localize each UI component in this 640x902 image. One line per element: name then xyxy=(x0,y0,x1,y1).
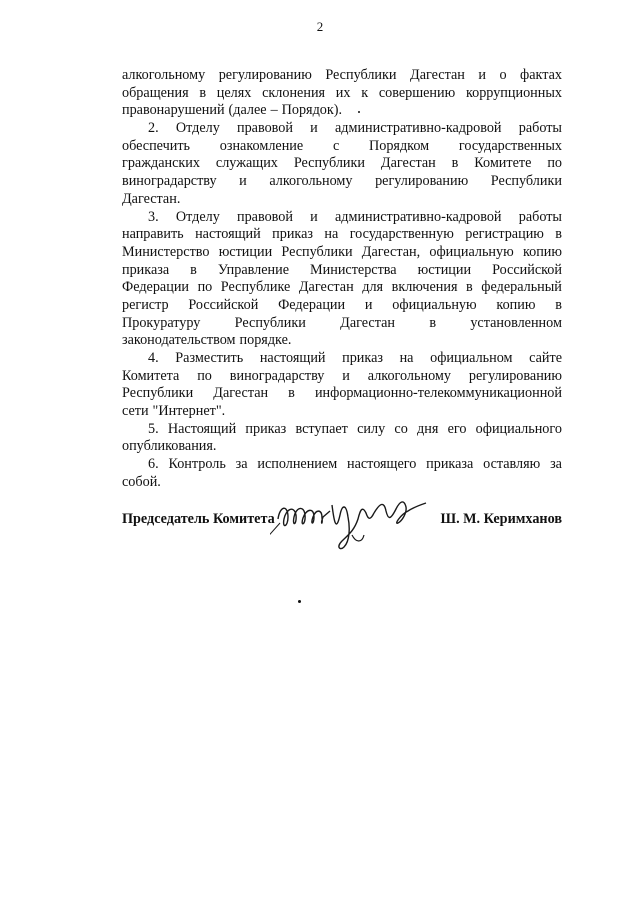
text-word: Дагестан xyxy=(410,67,465,83)
text-word: о xyxy=(499,67,507,83)
text-line xyxy=(122,262,562,280)
text-line xyxy=(122,67,562,85)
text-word: "Интернет". xyxy=(152,403,226,420)
text-word: – xyxy=(270,102,278,119)
text-word: Комитете xyxy=(474,155,532,172)
text-word: и xyxy=(239,173,247,190)
text-word: включения xyxy=(391,279,458,296)
text-word: 3. xyxy=(148,208,159,225)
text-word: Республики xyxy=(122,385,194,402)
text-word: 5. xyxy=(148,420,159,437)
text-word: собой. xyxy=(122,473,161,490)
text-word: государственных xyxy=(458,137,562,154)
text-line xyxy=(122,474,562,492)
text-word: и xyxy=(342,367,350,384)
text-word: сети xyxy=(122,403,149,420)
text-word: совершению xyxy=(378,84,456,101)
text-line xyxy=(122,368,562,386)
text-word: работы xyxy=(518,208,562,225)
text-word: Республики xyxy=(325,67,397,83)
signatory-title: Председатель Комитета xyxy=(122,511,275,527)
text-word: Дагестан xyxy=(298,279,354,296)
text-word: Федерации xyxy=(122,279,190,296)
text-word: регулированию xyxy=(375,173,469,190)
text-word: приказ xyxy=(272,226,313,243)
text-line xyxy=(122,155,562,173)
text-word: Министерства xyxy=(310,261,397,278)
text-word: юстиции xyxy=(218,243,273,260)
text-word: виноградарству xyxy=(122,173,217,190)
scan-speck xyxy=(298,600,301,603)
text-line xyxy=(122,138,562,156)
text-word: административно-кадровой xyxy=(334,208,502,225)
text-word: Дагестан xyxy=(213,385,269,402)
text-word: по xyxy=(197,279,213,296)
text-word: в xyxy=(199,84,207,101)
text-word: Министерство xyxy=(122,243,210,260)
text-word: официальном xyxy=(430,350,513,366)
text-line xyxy=(122,85,562,103)
text-word: копию xyxy=(496,296,536,313)
text-word: Республики xyxy=(234,314,306,331)
text-word: для xyxy=(362,279,384,296)
text-word: в xyxy=(190,261,197,278)
text-word: приказ xyxy=(342,350,383,366)
text-line xyxy=(122,350,562,368)
text-word: виноградарству xyxy=(229,367,325,384)
text-word: приказа xyxy=(426,456,474,473)
text-word: алкогольному xyxy=(269,173,353,190)
text-word: гражданских xyxy=(122,155,200,172)
text-word: за xyxy=(235,456,248,473)
text-word: Российской xyxy=(188,296,259,313)
text-word: дня xyxy=(417,420,439,437)
text-word: по xyxy=(197,367,212,384)
text-word: настоящий xyxy=(259,350,326,366)
text-word: их xyxy=(335,84,351,101)
text-word: Прокуратуру xyxy=(122,314,201,331)
text-word: направить xyxy=(122,226,184,243)
document-body xyxy=(122,67,562,492)
text-word: алкогольному xyxy=(122,67,206,83)
text-word: его xyxy=(447,420,467,437)
text-word: сайте xyxy=(529,350,562,366)
text-word: административно-кадровой xyxy=(334,120,502,137)
text-word: порядке. xyxy=(239,332,292,349)
text-line xyxy=(122,421,562,439)
text-word: федеральный xyxy=(481,279,562,296)
text-word: регулированию xyxy=(218,67,312,83)
text-word: 4. xyxy=(148,350,159,366)
text-word: Республике xyxy=(220,279,291,296)
text-word: приказ xyxy=(245,420,287,437)
text-word: и xyxy=(478,67,486,83)
text-word: регулированию xyxy=(468,367,562,384)
text-word: и xyxy=(310,208,318,225)
text-word: со xyxy=(394,420,408,437)
text-word: служащих xyxy=(215,155,278,172)
text-word: Отделу xyxy=(175,208,220,225)
text-word: официального xyxy=(475,420,562,437)
text-word: Дагестан xyxy=(380,155,436,172)
text-word: в xyxy=(429,314,437,331)
text-word: информационно-телекоммуникационной xyxy=(314,385,562,402)
text-line xyxy=(122,315,562,333)
text-word: к xyxy=(361,84,369,101)
text-word: Федерации xyxy=(278,296,346,313)
text-word: настоящий xyxy=(195,226,261,243)
text-word: опубликования. xyxy=(122,438,217,455)
text-word: Российской xyxy=(492,261,562,278)
text-word: на xyxy=(399,350,414,366)
text-word: Управление xyxy=(217,261,290,278)
text-line xyxy=(122,403,562,421)
text-word: Порядок). xyxy=(281,102,343,119)
text-word: фактах xyxy=(520,67,562,83)
text-word: правовой xyxy=(237,120,293,137)
text-word: с xyxy=(332,137,340,154)
text-line xyxy=(122,438,562,456)
text-line xyxy=(122,191,562,209)
text-line xyxy=(122,244,562,262)
text-word: за xyxy=(550,456,562,473)
text-word: Порядком xyxy=(369,137,430,154)
text-word: Разместить xyxy=(175,350,244,366)
text-line xyxy=(122,385,562,403)
scan-speck xyxy=(358,111,360,113)
text-word: обеспечить xyxy=(122,137,191,154)
text-word: коррупционных xyxy=(465,84,562,101)
text-word: целях xyxy=(216,84,252,101)
text-word: Отделу xyxy=(175,120,220,137)
text-line xyxy=(122,173,562,191)
text-word: вступает xyxy=(295,420,348,437)
text-word: на xyxy=(324,226,339,243)
text-word: регистр xyxy=(122,296,169,313)
text-word: в xyxy=(288,385,295,402)
text-word: Настоящий xyxy=(167,420,237,437)
handwritten-signature xyxy=(270,491,430,561)
text-word: Республики xyxy=(293,155,365,172)
text-word: настоящего xyxy=(347,456,417,473)
text-word: по xyxy=(547,155,562,172)
text-word: официальную xyxy=(392,296,477,313)
text-word: юстиции xyxy=(417,261,472,278)
text-word: 6. xyxy=(148,456,159,473)
text-word: Комитета xyxy=(122,367,180,384)
text-word: официальную xyxy=(429,243,514,260)
text-word: обращения xyxy=(122,84,189,101)
text-word: копию xyxy=(522,243,562,260)
text-word: (далее xyxy=(228,102,267,119)
signatory-name: Ш. М. Керимханов xyxy=(440,511,562,527)
text-word: в xyxy=(466,279,473,296)
signature-block xyxy=(122,505,562,565)
text-word: силу xyxy=(357,420,386,437)
text-word: и xyxy=(364,296,373,313)
text-line xyxy=(122,209,562,227)
text-word: Республики xyxy=(490,173,562,190)
text-word: в xyxy=(555,296,562,313)
text-word: 2. xyxy=(148,120,159,137)
text-word: Дагестан, xyxy=(361,243,421,260)
text-word: и xyxy=(310,120,318,137)
text-word: законодательством xyxy=(122,332,236,349)
text-word: склонения xyxy=(262,84,326,101)
text-line xyxy=(122,456,562,474)
text-line xyxy=(122,332,562,350)
text-word: государственную xyxy=(349,226,454,243)
text-line xyxy=(122,297,562,315)
text-word: правонарушений xyxy=(122,102,225,119)
text-word: установленном xyxy=(470,314,562,331)
text-line xyxy=(122,279,562,297)
text-word: Республики xyxy=(281,243,353,260)
text-word: ознакомление xyxy=(219,137,304,154)
text-line xyxy=(122,226,562,244)
text-word: в xyxy=(555,226,562,243)
page-number: 2 xyxy=(316,19,324,34)
text-word: Контроль xyxy=(168,456,226,473)
text-word: исполнением xyxy=(257,456,338,473)
text-word: Дагестан. xyxy=(122,190,181,207)
text-word: работы xyxy=(518,120,562,137)
text-word: регистрацию xyxy=(465,226,544,243)
text-word: Дагестан xyxy=(340,314,395,331)
text-word: приказа xyxy=(122,261,170,278)
text-word: в xyxy=(451,155,459,172)
text-line xyxy=(122,102,562,120)
text-word: алкогольному xyxy=(367,367,451,384)
text-line xyxy=(122,120,562,138)
text-word: оставляю xyxy=(483,456,541,473)
text-word: правовой xyxy=(237,208,293,225)
